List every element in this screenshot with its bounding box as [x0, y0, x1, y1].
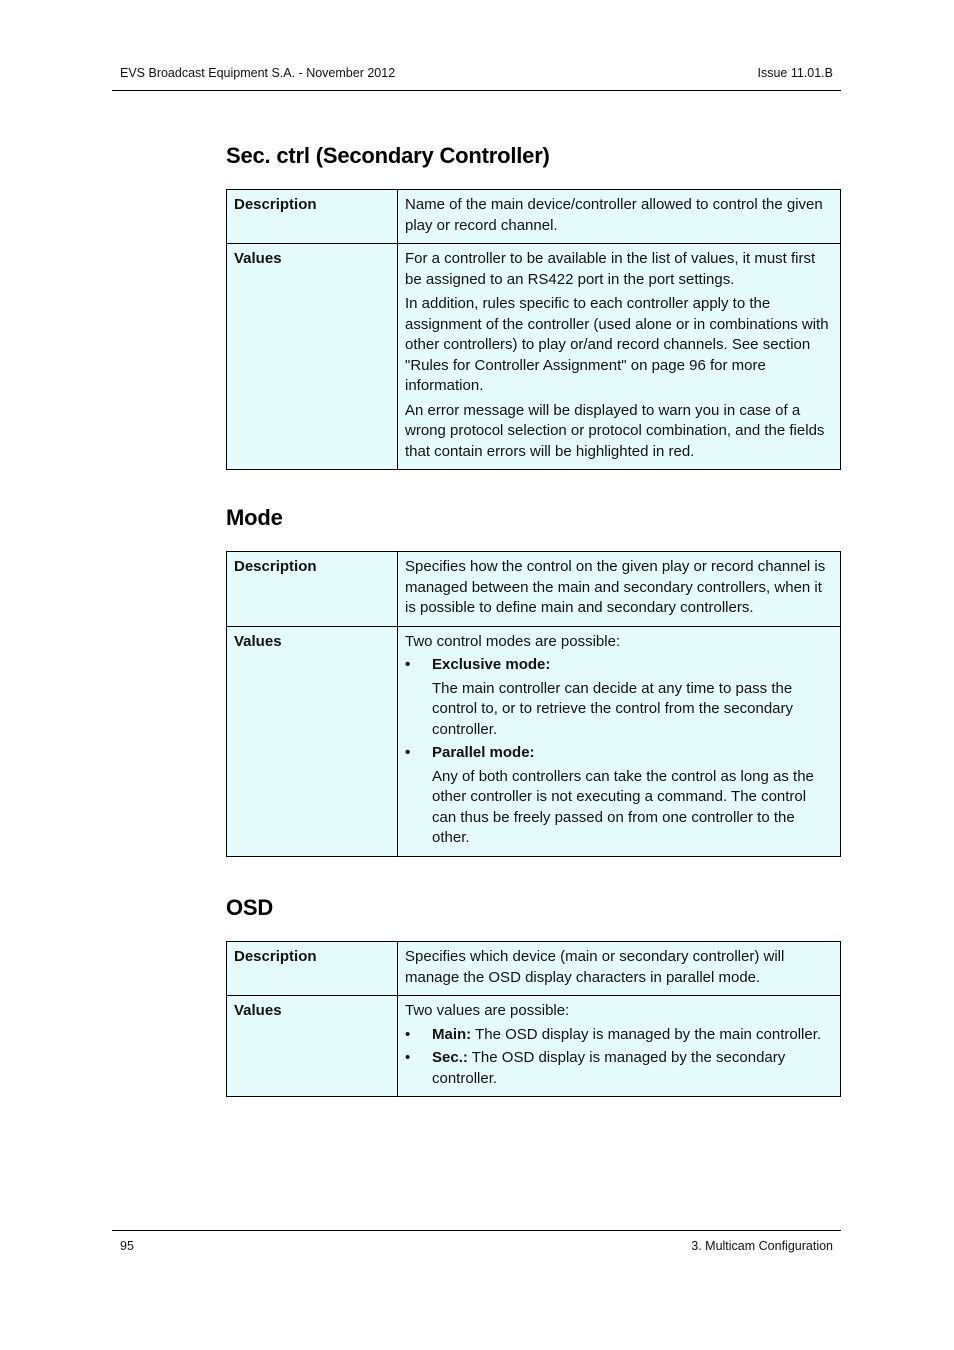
values-label: Values — [227, 244, 398, 470]
list-item — [405, 1025, 833, 1046]
description-paragraph: Specifies which device (main or secondary controller) will manage the OSD display characters in parallel mode. — [405, 948, 785, 986]
description-paragraph: Specifies how the control on the given play or record channel is managed between the main and secondary controllers, when it is possible to define main and secondary controllers. — [405, 558, 826, 616]
section-title-osd: OSD — [226, 895, 274, 920]
section-title-mode: Mode — [226, 505, 283, 530]
bullet-description: Any of both controllers can take the control as long as the other controller is not executing a command. The control can thus be freely passed on from one controller to the other. — [432, 767, 814, 846]
mode-table — [226, 551, 841, 857]
table-row — [227, 996, 841, 1097]
header-issue: Issue 11.01.B — [757, 66, 833, 80]
bullet-icon: • — [405, 1049, 411, 1066]
values-paragraph: In addition, rules specific to each controller apply to the assignment of the controller (used alone or in combinations with other controllers) to play or/and record channels. See section "Rules for Controller Assignment" on page 96 for more information. — [405, 295, 829, 394]
page-footer — [112, 1230, 841, 1253]
list-item — [405, 655, 833, 676]
description-text — [398, 942, 841, 996]
values-text — [398, 626, 841, 856]
bullet-description: The main controller can decide at any time to pass the control to, or to retrieve the control from the secondary controller. — [432, 679, 794, 738]
list-item — [405, 743, 833, 764]
sec-ctrl-table — [226, 189, 841, 470]
description-paragraph: Name of the main device/controller allowed to control the given play or record channel. — [405, 196, 823, 234]
values-paragraph: An error message will be displayed to warn you in case of a wrong protocol selection or protocol combination, and the fields that contain errors will be highlighted in red. — [405, 401, 825, 460]
values-intro: Two values are possible: — [405, 1002, 570, 1019]
table-row — [227, 190, 841, 244]
bullet-title: Exclusive mode: — [432, 656, 551, 673]
table-row — [227, 626, 841, 856]
bullet-icon: • — [405, 1025, 411, 1043]
table-row — [227, 552, 841, 627]
description-label: Description — [227, 190, 398, 244]
description-text — [398, 552, 841, 627]
osd-table — [226, 941, 841, 1097]
bullet-title: Sec.: — [432, 1049, 468, 1066]
description-label: Description — [227, 552, 398, 627]
page-header — [112, 66, 841, 91]
description-label: Description — [227, 942, 398, 996]
bullet-title: Parallel mode: — [432, 744, 535, 761]
table-row — [227, 942, 841, 996]
list-item — [405, 1048, 833, 1089]
values-text — [398, 244, 841, 470]
chapter-title: 3. Multicam Configuration — [691, 1239, 833, 1253]
values-label: Values — [227, 626, 398, 856]
bullet-description: The OSD display is managed by the main controller. — [471, 1025, 822, 1043]
bullet-description: The OSD display is managed by the secondary controller. — [432, 1049, 786, 1087]
values-text — [398, 996, 841, 1097]
values-intro: Two control modes are possible: — [405, 632, 621, 650]
header-publisher: EVS Broadcast Equipment S.A. - November 2012 — [120, 66, 396, 80]
values-label: Values — [227, 996, 398, 1097]
bullet-title: Main: — [432, 1025, 472, 1043]
bullet-icon: • — [405, 656, 411, 673]
values-paragraph: For a controller to be available in the list of values, it must first be assigned to an RS422 port in the port settings. — [405, 250, 816, 288]
section-title-sec-ctrl: Sec. ctrl (Secondary Controller) — [226, 143, 550, 168]
page-number: 95 — [120, 1239, 134, 1253]
description-text — [398, 190, 841, 244]
bullet-icon: • — [405, 744, 411, 761]
table-row — [227, 244, 841, 470]
